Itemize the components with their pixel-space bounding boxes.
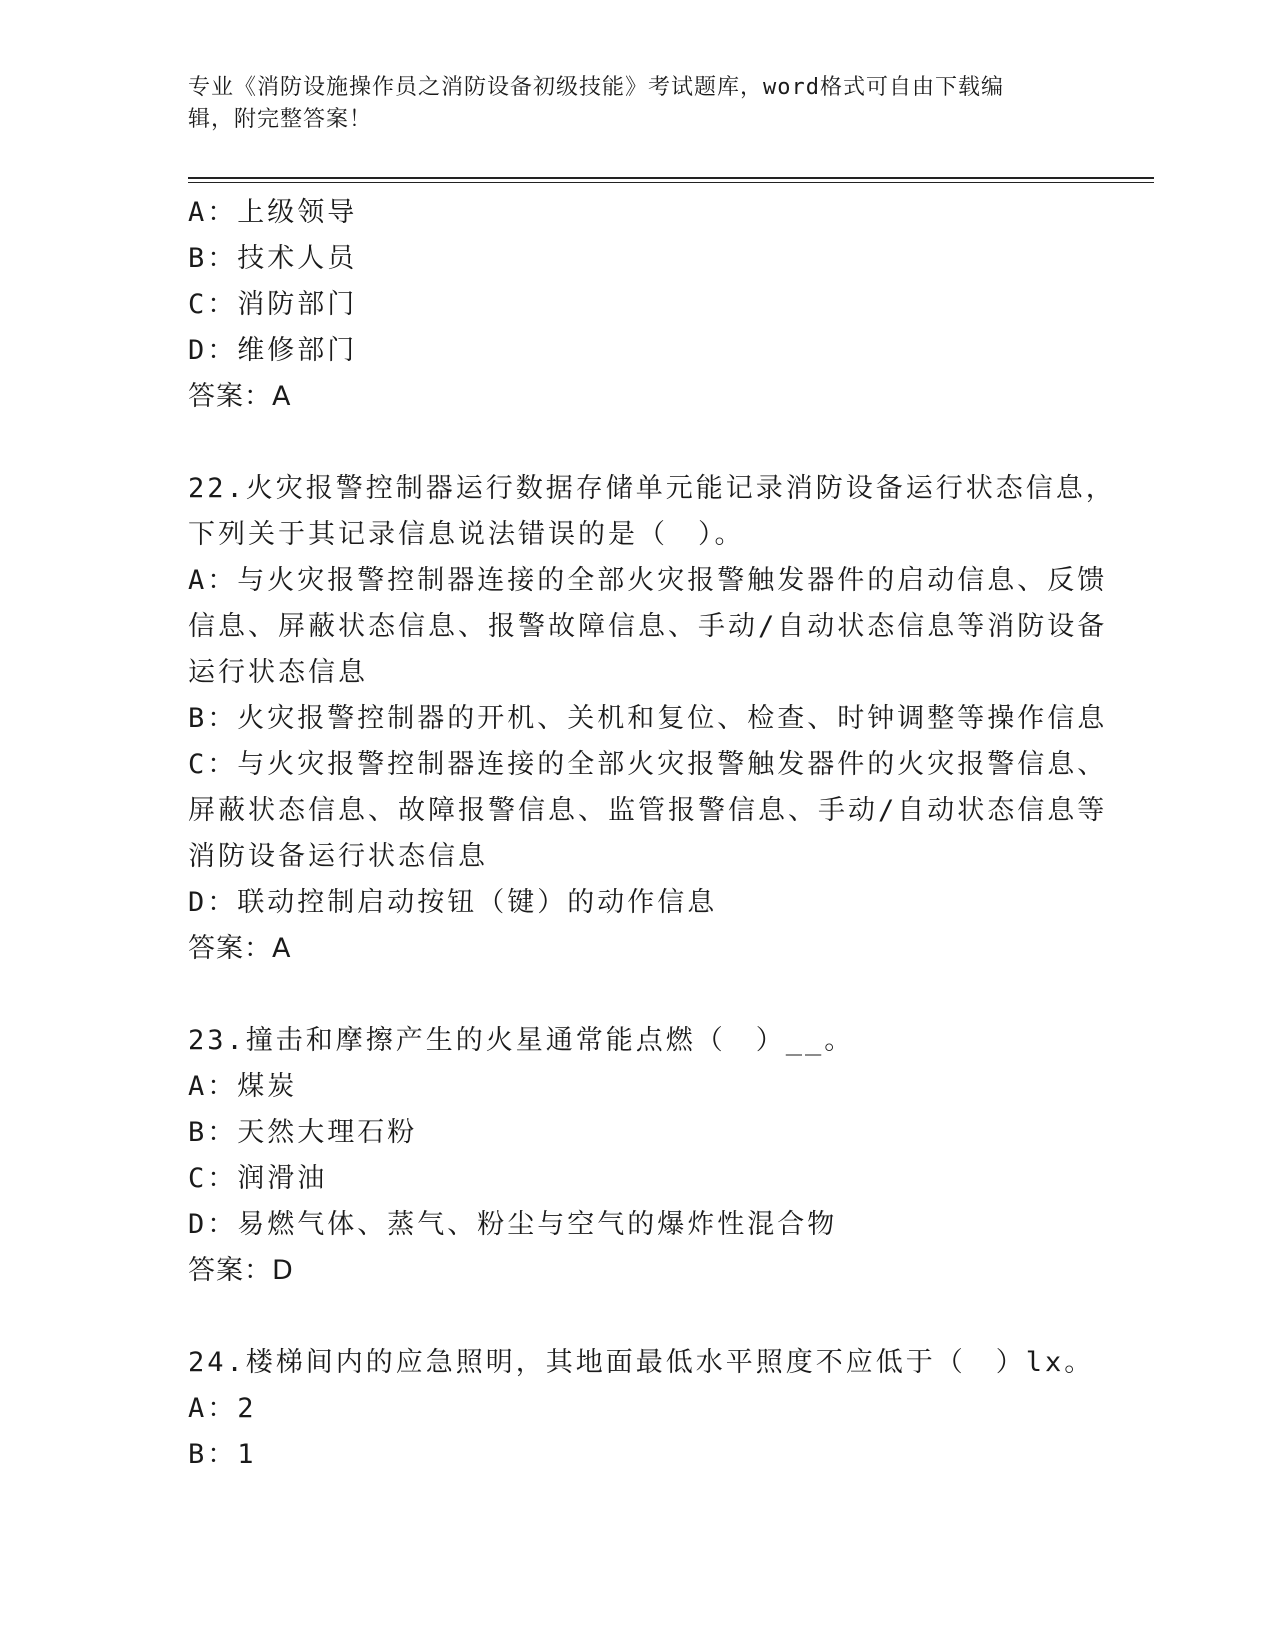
header-line-1: 专业《消防设施操作员之消防设备初级技能》考试题库，word格式可自由下载编 xyxy=(188,75,1004,100)
option-b: B：技术人员 xyxy=(188,243,358,274)
answer: 答案：A xyxy=(188,381,292,412)
question-content xyxy=(188,190,1116,1478)
option-c-cont: 屏蔽状态信息、故障报警信息、监管报警信息、手动/自动状态信息等 xyxy=(188,795,1108,826)
option-c-cont: 消防设备运行状态信息 xyxy=(188,841,488,872)
option-b: B：火灾报警控制器的开机、关机和复位、检查、时钟调整等操作信息 xyxy=(188,703,1108,734)
option-a: A：与火灾报警控制器连接的全部火灾报警触发器件的启动信息、反馈 xyxy=(188,565,1108,596)
option-d: D：联动控制启动按钮（键）的动作信息 xyxy=(188,887,718,918)
question-22-text: 22.火灾报警控制器运行数据存储单元能记录消防设备运行状态信息， xyxy=(188,473,1116,504)
option-b: B：1 xyxy=(188,1439,257,1470)
question-24-text: 24.楼梯间内的应急照明，其地面最低水平照度不应低于（ ）lx。 xyxy=(188,1347,1095,1378)
option-a: A：上级领导 xyxy=(188,197,358,228)
option-d: D：维修部门 xyxy=(188,335,358,366)
option-c: C：润滑油 xyxy=(188,1163,328,1194)
answer: 答案：A xyxy=(188,933,292,964)
option-c: C：消防部门 xyxy=(188,289,358,320)
question-22-text: 下列关于其记录信息说法错误的是（ ）。 xyxy=(188,519,745,550)
option-c: C：与火灾报警控制器连接的全部火灾报警触发器件的火灾报警信息、 xyxy=(188,749,1108,780)
question-23-text: 23.撞击和摩擦产生的火星通常能点燃（ ）__。 xyxy=(188,1025,855,1056)
header-rule-thick xyxy=(188,177,1154,179)
header-rule-thin xyxy=(188,182,1154,183)
page-header xyxy=(188,72,1088,136)
option-b: B：天然大理石粉 xyxy=(188,1117,418,1148)
option-a: A：煤炭 xyxy=(188,1071,298,1102)
option-a: A：2 xyxy=(188,1393,257,1424)
option-a-cont: 信息、屏蔽状态信息、报警故障信息、手动/自动状态信息等消防设备 xyxy=(188,611,1108,642)
answer: 答案：D xyxy=(188,1255,294,1286)
header-line-2: 辑，附完整答案！ xyxy=(188,107,373,132)
option-d: D：易燃气体、蒸气、粉尘与空气的爆炸性混合物 xyxy=(188,1209,838,1240)
option-a-cont: 运行状态信息 xyxy=(188,657,368,688)
